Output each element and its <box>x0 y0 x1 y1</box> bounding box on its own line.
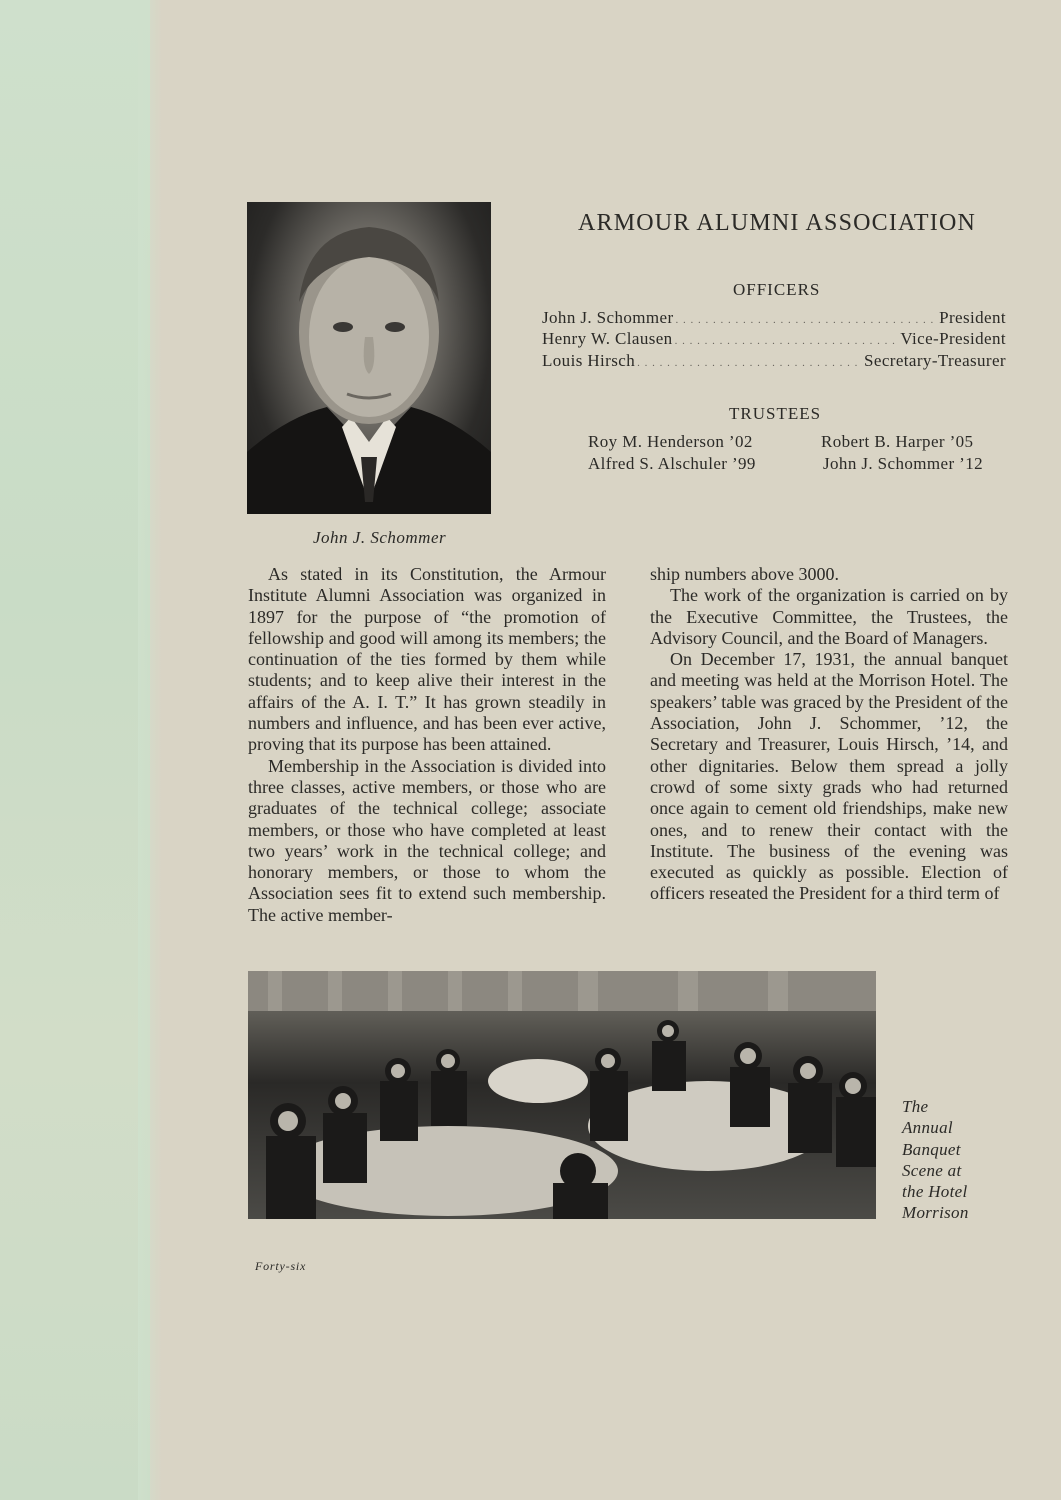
officers-heading: OFFICERS <box>733 280 821 299</box>
caption-line: the Hotel <box>902 1182 968 1202</box>
caption-line: Banquet <box>902 1139 961 1159</box>
officer-name: Henry W. Clausen <box>542 329 673 348</box>
officer-role: President <box>939 308 1006 327</box>
page-number: Forty-six <box>255 1259 307 1273</box>
paragraph: Membership in the Association is divided into three classes, active members, or those who are graduates of the technical college; associate members, or those who have completed at least two years’ work in the technical college; and honorary members, or those to whom the Association sees fit to extend such membership. The active member- <box>248 755 606 925</box>
caption-line: The <box>902 1097 929 1116</box>
page-margin-tint <box>0 0 150 1500</box>
body-column-left <box>248 564 606 926</box>
trustees-heading: TRUSTEES <box>729 404 822 423</box>
trustee-name: Robert B. Harper ’05 <box>821 432 974 451</box>
caption-line: Scene at <box>902 1160 962 1180</box>
body-column-right <box>650 564 1008 905</box>
officer-row <box>542 308 1006 328</box>
portrait-photo <box>247 202 491 514</box>
caption-line: Morrison <box>902 1203 969 1223</box>
leader-dots <box>637 351 862 371</box>
officer-role: Secretary-Treasurer <box>864 351 1006 370</box>
leader-dots <box>676 308 938 328</box>
officer-name: John J. Schommer <box>542 308 674 327</box>
paragraph: As stated in its Constitution, the Armour Institute Alumni Association was organized in 1897 for the purpose of “the promotion of fellowship and good will among its members; the continuation of the ties formed by them while students; and to keep alive their interest in the affairs of the A. I. T.” It has grown steadily in numbers and influence, and has been ever active, proving that its purpose has been attained. <box>248 564 606 755</box>
paragraph: The work of the organization is carried on by the Executive Committee, the Trustees, the Advisory Council, and the Board of Managers. <box>650 585 1008 648</box>
officer-name: Louis Hirsch <box>542 351 636 370</box>
page-title: ARMOUR ALUMNI ASSOCIATION <box>578 210 977 236</box>
banquet-photo <box>248 971 876 1219</box>
trustee-name: John J. Schommer ’12 <box>823 454 984 473</box>
paragraph: ship numbers above 3000. <box>650 564 839 584</box>
trustee-name: Roy M. Henderson ’02 <box>588 432 753 451</box>
leader-dots <box>675 329 899 349</box>
portrait-caption: John J. Schommer <box>313 528 447 547</box>
officer-row <box>542 351 1006 371</box>
trustee-name: Alfred S. Alschuler ’99 <box>588 454 756 473</box>
banquet-caption <box>902 1096 969 1224</box>
officer-row <box>542 329 1006 349</box>
officer-role: Vice-President <box>900 329 1006 348</box>
paragraph: On December 17, 1931, the annual banquet and meeting was held at the Morrison Hotel. The speakers’ table was graced by the President of the Association, John J. Schommer, ’12, the Secretary and Treasurer, Louis Hirsch, ’14, and other dignitaries. Below them spread a jolly crowd of some sixty grads who had returned once again to cement old friendships, make new ones, and to renew their contact with the Institute. The business of the evening was executed as quickly as possible. Election of officers reseated the President for a third term of <box>650 649 1008 904</box>
caption-line: Annual <box>902 1118 953 1138</box>
